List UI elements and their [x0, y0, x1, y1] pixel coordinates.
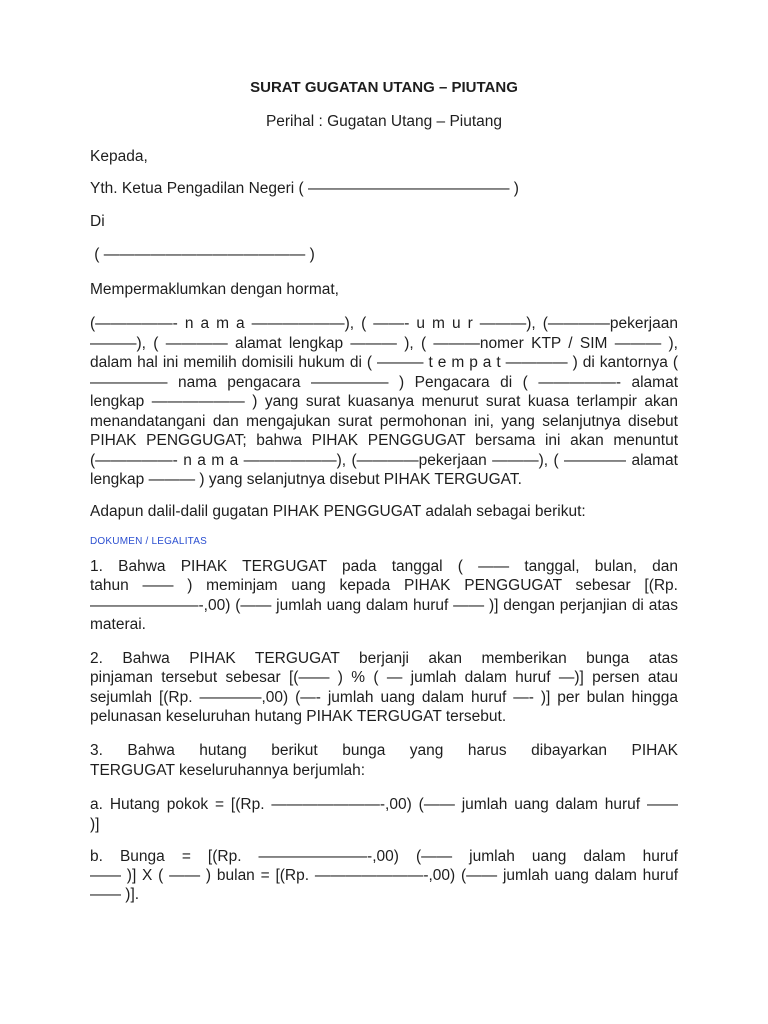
claim-1-body: tahun —— ) meminjam uang kepada PIHAK PENGGUGAT sebesar [(Rp. ———————-,00) (—— jumlah uang dalam huruf —— )] dengan perjanjian di atas materai.: [90, 577, 678, 633]
greeting-line: Mempermaklumkan dengan hormat,: [90, 281, 339, 298]
document-title: SURAT GUGATAN UTANG – PIUTANG: [250, 79, 518, 96]
ad-label: DOKUMEN / LEGALITAS: [90, 536, 207, 547]
item-b-first-line: b. Bunga = [(Rp. ———————-,00) (—— jumlah uang dalam huruf: [90, 848, 678, 865]
item-a-first-line: a. Hutang pokok = [(Rp. ———————-,00) (—— jumlah uang dalam huruf ——: [90, 796, 678, 813]
claim-2-body: pinjaman tersebut sebesar [(—— ) % ( — jumlah dalam huruf —)] persen atau sejumlah [(Rp. ————,00) (—- jumlah uang dalam huruf —- )] per bulan hingga pelunasan keseluruhan hutang PIHAK TERGUGAT tersebut.: [90, 669, 678, 725]
claim-3-first-line: 3. Bahwa hutang berikut bunga yang harus dibayarkan PIHAK: [90, 742, 678, 759]
parties-identity-paragraph: (—————- n a m a ——————), ( ——- u m u r ———), (————pekerjaan ———), ( ———— alamat lengkap ——— ), ( ———nomer KTP / SIM ——— ), dalam hal ini memilih domisili hukum di ( ——— t e m p a t ———— ) di kantornya ( ————— nama pengacara ————— ) Pengacara di ( —————- alamat lengkap —————— ) yang surat kuasanya menurut surat kuasa terlampir akan menandatangani dan mengajukan surat permohonan ini, yang selanjutnya disebut PIHAK PENGGUGAT; bahwa PIHAK PENGGUGAT bersama ini akan menuntut (—————- n a m a ——————), (————pekerjaan ———), ( ———— alamat lengkap ——— ) yang selanjutnya disebut PIHAK TERGUGAT.: [90, 315, 678, 488]
addressee-line: Yth. Ketua Pengadilan Negeri ( ————————————— ): [90, 180, 519, 197]
claims-intro-line: Adapun dalil-dalil gugatan PIHAK PENGGUGAT adalah sebagai berikut:: [90, 503, 586, 520]
kepada-line: Kepada,: [90, 148, 148, 165]
item-b-third-line: —— )].: [90, 886, 140, 903]
item-a-second-line: )]: [90, 816, 100, 833]
claim-2-first-line: 2. Bahwa PIHAK TERGUGAT berjanji akan memberikan bunga atas: [90, 650, 678, 667]
claim-3-second-line: TERGUGAT keseluruhannya berjumlah:: [90, 762, 366, 779]
perihal-line: Perihal : Gugatan Utang – Piutang: [265, 113, 503, 130]
item-b-second-line: —— )] X ( —— ) bulan = [(Rp. ———————-,00) (—— jumlah uang dalam huruf: [90, 867, 678, 884]
location-blank-line: ( ————————————— ): [90, 246, 315, 263]
claim-1-first-line: 1. Bahwa PIHAK TERGUGAT pada tanggal ( —— tanggal, bulan, dan: [90, 558, 678, 575]
di-line: Di: [90, 213, 105, 230]
